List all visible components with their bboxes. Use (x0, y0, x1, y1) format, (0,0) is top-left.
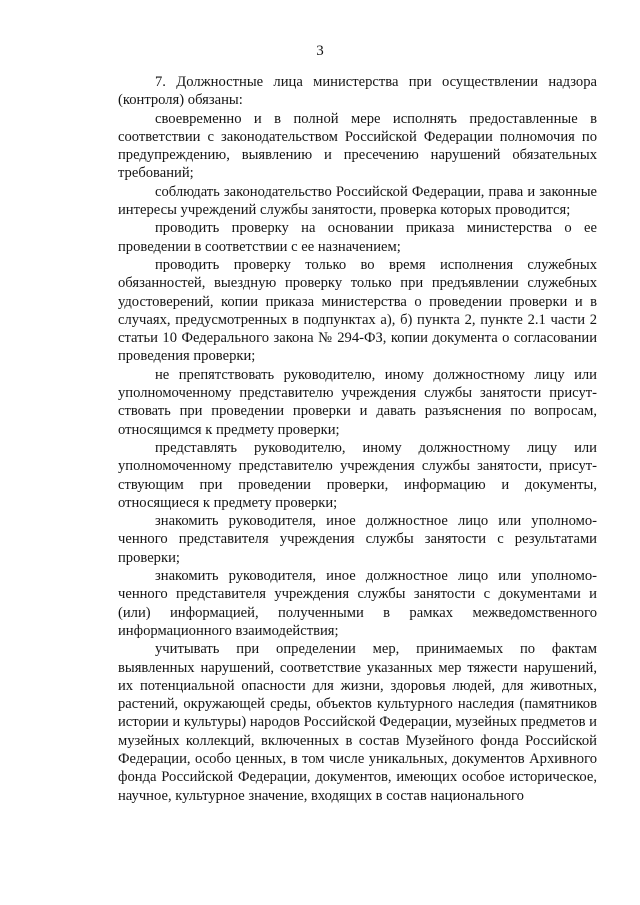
paragraph: знакомить руководителя, иное должностное лицо или уполномо-ченного представителя учреждения службы занятости с документами и (или) информацией, полученными в рамках межведомственного информационного взаимодействия; (118, 568, 597, 639)
paragraph: знакомить руководителя, иное должностное лицо или уполномо-ченного представителя учреждения службы занятости с результатами проверки; (118, 513, 597, 566)
paragraph: учитывать при определении мер, принимаемых по фактам выявленных нарушений, соответствие указанных мер тяжести нарушений, их потенциальной опасности для жизни, здоровья людей, для животных, растений, окружающей среды, объектов культурного наследия (памятников истории и культуры) народов Российской Федерации, музейных предметов и музейных коллекций, включенных в состав Музейного фонда Российской Федерации, особо ценных, в том числе уникальных, документов Архивного фонда Российской Федерации, документов, имеющих особое историческое, научное, культурное значение, входящих в состав национального (118, 641, 597, 804)
paragraph: своевременно и в полной мере исполнять предоставленные в соответствии с законодательством Российской Федерации полномочия по предупреждению, выявлению и пресечению нарушений обязательных требований; (118, 110, 597, 182)
paragraph: не препятствовать руководителю, иному должностному лицу или уполномоченному представителю учреждения службы занятости присут-ствовать при проведении проверки и давать разъяснения по вопросам, относящимся к предмету проверки; (118, 366, 597, 438)
paragraph: 7. Должностные лица министерства при осуществлении надзора (контроля) обязаны: (118, 74, 597, 109)
paragraph: проводить проверку только во время исполнения служебных обязанностей, выездную проверку только при предъявлении служебных удостоверений, копии приказа министерства о проведении проверки и в случаях, предусмотренных в подпунктах а), б) пункта 2, пункте 2.1 части 2 статьи 10 Федерального закона № 294-ФЗ, копии документа о согласовании проведения проверки; (118, 256, 597, 365)
paragraph: проводить проверку на основании приказа министерства о ее проведении в соответствии с ее назначением; (118, 220, 597, 255)
page-number: 3 (316, 43, 324, 59)
document-body (118, 73, 597, 805)
paragraph: соблюдать законодательство Российской Федерации, права и законные интересы учреждений службы занятости, проверка которых проводится; (118, 183, 597, 219)
paragraph: представлять руководителю, иному должностному лицу или уполномоченному представителю учреждения службы занятости, присут-ствующим при проведении проверки, информацию и документы, относящиеся к предмету проверки; (118, 439, 597, 511)
